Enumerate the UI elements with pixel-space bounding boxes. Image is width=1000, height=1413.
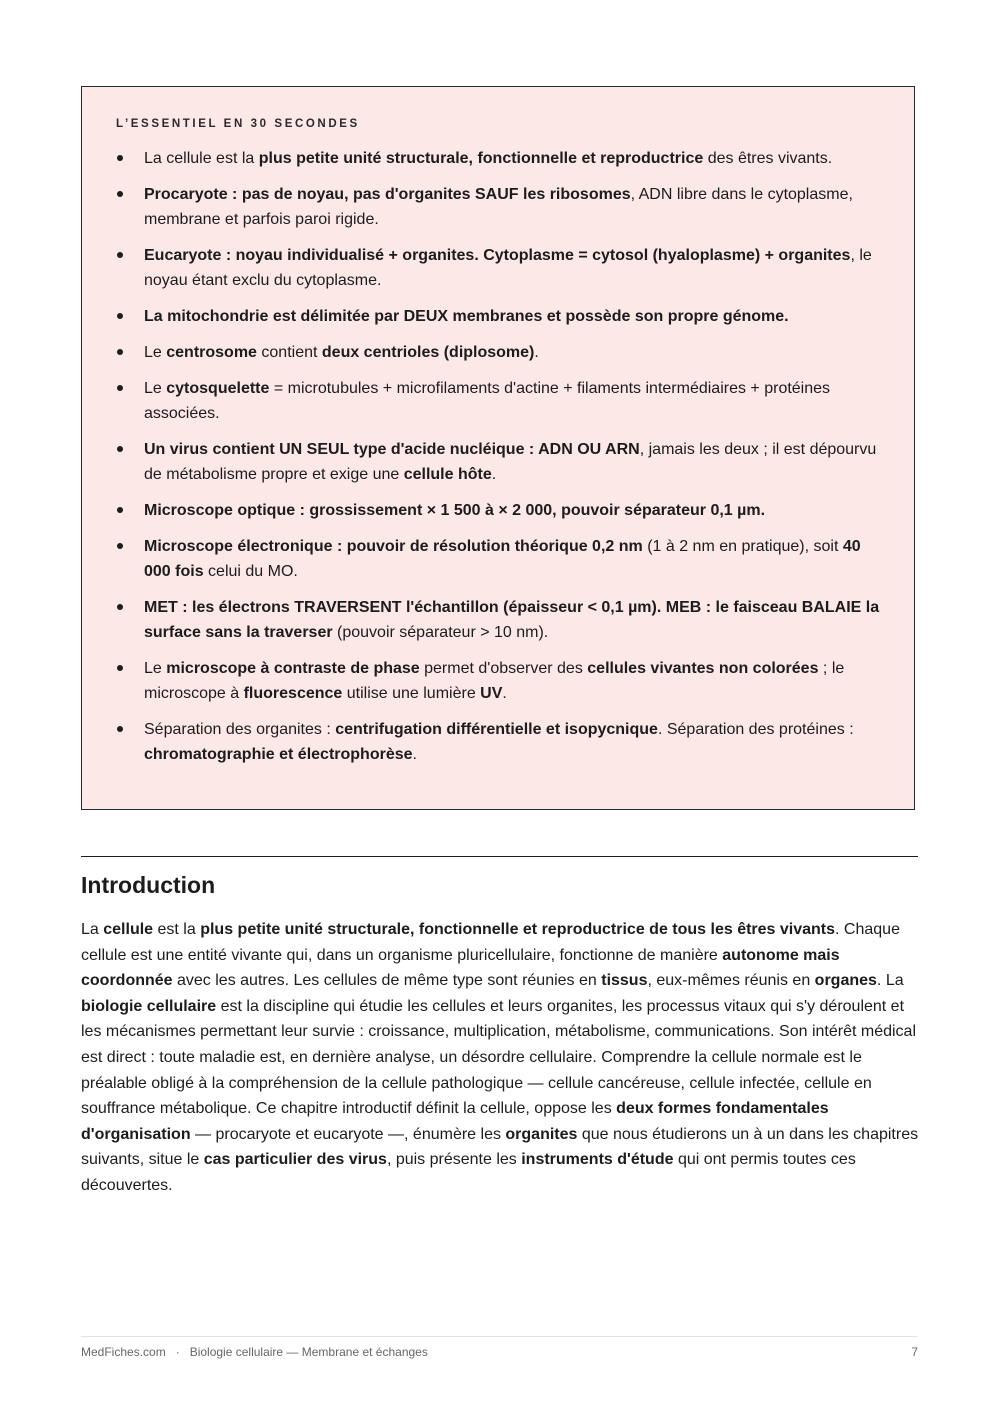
bold-text: Microscope électronique : pouvoir de résolution théorique 0,2 nm [144, 538, 643, 555]
bold-text: cas particulier des virus [203, 1151, 387, 1169]
summary-box [81, 86, 915, 810]
summary-item: Le cytosquelette = microtubules + microfilaments d'actine + filaments intermédiaires + protéines associées. [116, 376, 880, 426]
bold-text: plus petite unité structurale, fonctionnelle et reproductrice [258, 150, 704, 167]
summary-list [116, 146, 880, 767]
summary-item: Le centrosome contient deux centrioles (diplosome). [116, 340, 880, 365]
intro-paragraph: La cellule est la plus petite unité structurale, fonctionnelle et reproductrice de tous les êtres vivants. Chaque cellule est une entité vivante qui, dans un organisme pluricellulaire, fonctionne de manière autonome mais coordonnée avec les autres. Les cellules de même type sont réunies en tissus, eux-mêmes réunis en organes. La biologie cellulaire est la discipline qui étudie les cellules et leurs organites, les processus vitaux qui s'y déroulent et les mécanismes permettant leur survie : croissance, multiplication, métabolisme, communications. Son intérêt médical est direct : toute maladie est, en dernière analyse, un désordre cellulaire. Comprendre la cellule normale est le préalable obligé à la compréhension de la cellule pathologique — cellule cancéreuse, cellule infectée, cellule en souffrance métabolique. Ce chapitre introductif définit la cellule, oppose les deux formes fondamentales d'organisation — procaryote et eucaryote —, énumère les organites que nous étudierons un à un dans les chapitres suivants, situe le cas particulier des virus, puis présente les instruments d'étude qui ont permis toutes ces découvertes. [81, 921, 919, 1194]
footer-separator: · [175, 1345, 180, 1359]
summary-item: Procaryote : pas de noyau, pas d'organites SAUF les ribosomes, ADN libre dans le cytoplasme, membrane et parfois paroi rigide. [116, 182, 880, 232]
bold-text: cellule hôte [403, 466, 492, 483]
summary-item: Le microscope à contraste de phase permet d'observer des cellules vivantes non colorées ; le microscope à fluorescence utilise une lumière UV. [116, 656, 880, 706]
summary-title: L’ESSENTIEL EN 30 SECONDES [116, 118, 360, 130]
bold-text: La mitochondrie est délimitée par DEUX membranes et possède son propre génome. [144, 308, 789, 325]
bold-text: Un virus contient UN SEUL type d'acide nucléique : ADN OU ARN [144, 441, 640, 458]
bold-text: chromatographie et électrophorèse [144, 746, 413, 763]
bold-text: deux centrioles (diplosome) [321, 344, 535, 361]
bold-text: biologie cellulaire [81, 997, 217, 1015]
section-divider [81, 856, 918, 857]
bold-text: Procaryote : pas de noyau, pas d'organites SAUF les ribosomes [144, 186, 631, 203]
bold-text: Microscope optique : grossissement × 1 500 à × 2 000, pouvoir séparateur 0,1 µm. [144, 502, 766, 519]
bold-text: deux formes fondamentales d'organisation [81, 1100, 829, 1143]
summary-item: Séparation des organites : centrifugation différentielle et isopycnique. Séparation des protéines : chromatographie et électrophorèse. [116, 717, 880, 767]
bold-text: organes [814, 972, 877, 990]
bold-text: microscope à contraste de phase [166, 660, 420, 677]
summary-item: La cellule est la plus petite unité structurale, fonctionnelle et reproductrice des êtres vivants. [116, 146, 880, 171]
summary-item: MET : les électrons TRAVERSENT l'échantillon (épaisseur < 0,1 µm). MEB : le faisceau BALAIE la surface sans la traverser (pouvoir séparateur > 10 nm). [116, 595, 880, 645]
bold-text: cellule [103, 921, 154, 938]
intro-heading: Introduction [81, 872, 216, 898]
summary-item: Eucaryote : noyau individualisé + organites. Cytoplasme = cytosol (hyaloplasme) + organites, le noyau étant exclu du cytoplasme. [116, 243, 880, 293]
bold-text: instruments d'étude [521, 1151, 674, 1169]
footer-section: Biologie cellulaire — Membrane et échanges [189, 1345, 428, 1359]
bold-text: Eucaryote : noyau individualisé + organites. Cytoplasme = cytosol (hyaloplasme) + organites [144, 247, 851, 264]
page-footer [81, 1345, 918, 1359]
summary-item [116, 498, 880, 523]
bold-text: 40 000 fois [144, 538, 861, 580]
bold-text: UV [480, 685, 503, 702]
summary-item: Un virus contient UN SEUL type d'acide nucléique : ADN OU ARN, jamais les deux ; il est dépourvu de métabolisme propre et exige une cellule hôte. [116, 437, 880, 487]
bold-text: cellules vivantes non colorées [587, 660, 819, 677]
bold-text: cytosquelette [166, 380, 270, 397]
bold-text: plus petite unité structurale, fonctionnelle et reproductrice de tous les êtres vivants [200, 921, 836, 938]
footer-rule [81, 1336, 918, 1337]
summary-item: Microscope électronique : pouvoir de résolution théorique 0,2 nm (1 à 2 nm en pratique), soit 40 000 fois celui du MO. [116, 534, 880, 584]
bold-text: organites [505, 1125, 578, 1143]
footer-site: MedFiches.com [81, 1345, 166, 1359]
bold-text: centrifugation différentielle et isopycnique [335, 721, 658, 738]
bold-text: autonome mais coordonnée [81, 946, 840, 990]
bold-text: tissus [601, 972, 648, 990]
page-number: 7 [911, 1345, 918, 1359]
bold-text: MET : les électrons TRAVERSENT l'échantillon (épaisseur < 0,1 µm). MEB : le faisceau BALAIE la surface sans la traverser [144, 599, 880, 641]
bold-text: fluorescence [243, 685, 343, 702]
footer-left [81, 1345, 428, 1359]
summary-item [116, 304, 880, 329]
bold-text: centrosome [166, 344, 257, 361]
